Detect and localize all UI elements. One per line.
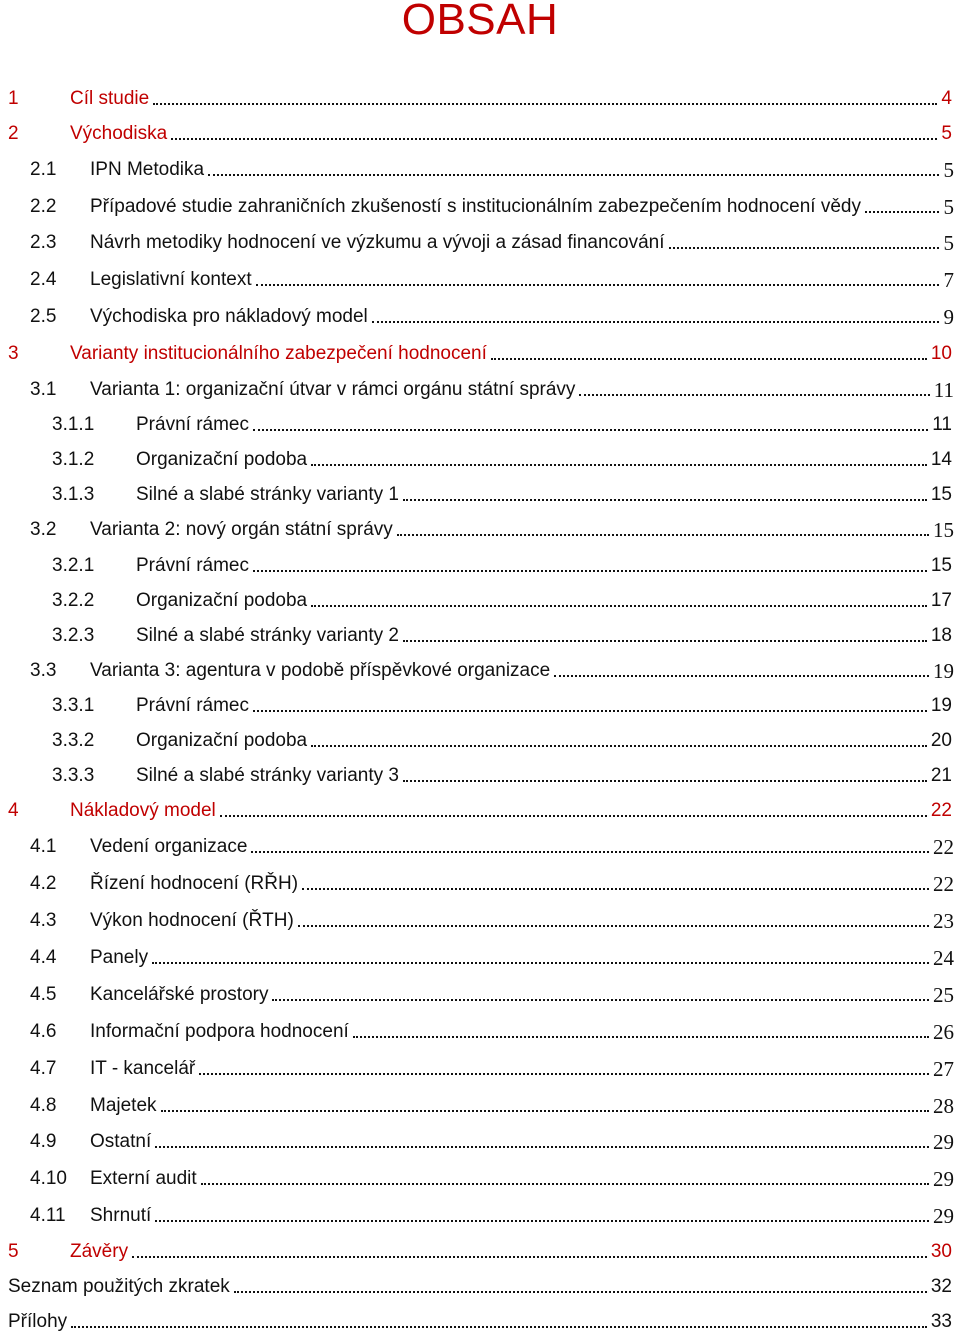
toc-dot-leader [199,1073,929,1075]
toc-entry-title: Legislativní kontext [90,266,254,294]
toc-entry[interactable] [0,85,960,113]
toc-entry-page: 11 [933,378,954,402]
toc-entry-number: 3.1.1 [52,414,95,435]
toc-entry-title: Silné a slabé stránky varianty 3 [136,762,401,790]
toc-entry[interactable] [0,981,960,1009]
toc-entry-title: Kancelářské prostory [90,981,270,1009]
toc-entry-title: Varianta 1: organizační útvar v rámci orgánu státní správy [90,376,577,404]
toc-entry-page: 32 [929,1273,952,1301]
toc-entry[interactable] [0,376,960,404]
toc-entry-number: 4.6 [30,1021,57,1042]
toc-entry[interactable] [0,657,960,685]
toc-entry[interactable] [0,120,960,148]
toc-entry-title: Silné a slabé stránky varianty 2 [136,622,401,650]
toc-entry-title: Externí audit [90,1165,199,1193]
toc-entry-number: 4.11 [30,1205,66,1226]
toc-entry-number: 3.3.3 [52,765,95,786]
toc-entry-page: 5 [943,231,954,255]
toc-entry[interactable] [0,870,960,898]
toc-entry[interactable] [0,516,960,544]
toc-dot-leader [865,211,939,213]
toc-entry-number: 4.2 [30,873,57,894]
toc-entry-number: 3.1 [30,379,57,400]
toc-dot-leader [253,570,927,572]
toc-entry[interactable] [0,692,960,720]
toc-entry[interactable] [0,797,960,825]
toc-entry-number: 1 [8,88,19,109]
toc-entry-page: 7 [943,268,954,292]
toc-entry-number: 2.4 [30,269,57,290]
toc-dot-leader [201,1183,929,1185]
toc-entry-page: 15 [933,518,954,542]
toc-entry-title: Vedení organizace [90,833,249,861]
toc-entry-page: 27 [933,1057,954,1081]
toc-entry-title: Organizační podoba [136,446,309,474]
toc-entry[interactable] [0,833,960,861]
toc-entry-page: 23 [933,909,954,933]
toc-entry[interactable] [0,481,960,509]
toc-entry[interactable] [0,622,960,650]
toc-entry-number: 3.2.1 [52,555,95,576]
toc-entry[interactable] [0,1308,960,1336]
toc-entry[interactable] [0,1238,960,1266]
toc-entry-page: 28 [933,1094,954,1118]
toc-entry-page: 4 [939,85,952,113]
toc-entry[interactable] [0,446,960,474]
toc-entry-page: 9 [943,305,954,329]
toc-entry-title: Panely [90,944,150,972]
toc-entry-number: 4.5 [30,984,57,1005]
toc-entry-title: Řízení hodnocení (RŘH) [90,870,300,898]
toc-entry-title: Varianta 3: agentura v podobě příspěvkové organizace [90,657,552,685]
toc-entry-page: 21 [929,762,952,790]
toc-dot-leader [302,888,929,890]
toc-entry-number: 3.1.2 [52,449,95,470]
toc-entry-title: Varianta 2: nový orgán státní správy [90,516,395,544]
toc-entry[interactable] [0,340,960,368]
toc-entry-title: Varianty institucionálního zabezpečení hodnocení [70,340,489,368]
toc-entry[interactable] [0,411,960,439]
toc-entry-title: Návrh metodiky hodnocení ve výzkumu a vývoji a zásad financování [90,229,667,257]
toc-entry-number: 4.7 [30,1058,57,1079]
toc-dot-leader [397,534,929,536]
toc-dot-leader [311,745,927,747]
toc-entry-page: 24 [933,946,954,970]
toc-dot-leader [311,605,927,607]
toc-dot-leader [153,103,937,105]
toc-entry-title: Právní rámec [136,552,251,580]
toc-dot-leader [491,358,927,360]
toc-dot-leader [579,394,930,396]
toc-entry-page: 11 [930,411,952,439]
toc-dot-leader [253,429,928,431]
toc-entry-number: 4.10 [30,1168,67,1189]
toc-entry-number: 3.3 [30,660,57,681]
toc-entry-number: 2 [8,123,19,144]
toc-entry-number: 2.1 [30,159,57,180]
toc-entry-number: 4.8 [30,1095,57,1116]
toc-dot-leader [251,851,929,853]
toc-entry-number: 4.1 [30,836,57,857]
toc-entry-number: 3 [8,343,19,364]
toc-entry[interactable] [0,303,960,331]
toc-dot-leader [554,675,929,677]
toc-entry-title: Závěry [70,1238,130,1266]
toc-entry-number: 3.2.2 [52,590,95,611]
toc-entry-page: 19 [933,659,954,683]
toc-entry[interactable] [0,1092,960,1120]
toc-entry-number: 2.5 [30,306,57,327]
toc-dot-leader [256,284,939,286]
toc-entry-number: 4.3 [30,910,57,931]
toc-entry-number: 3.3.1 [52,695,95,716]
toc-entry-page: 5 [943,158,954,182]
toc-dot-leader [152,962,929,964]
toc-dot-leader [208,174,939,176]
toc-dot-leader [403,780,927,782]
toc-dot-leader [669,247,939,249]
toc-dot-leader [71,1326,927,1328]
toc-dot-leader [132,1256,927,1258]
toc-entry[interactable] [0,762,960,790]
toc-entry[interactable] [0,944,960,972]
toc-entry-page: 33 [929,1308,952,1336]
toc-entry-page: 19 [929,692,952,720]
toc-entry-title: Informační podpora hodnocení [90,1018,351,1046]
toc-entry-page: 18 [929,622,952,650]
toc-entry-title: Výkon hodnocení (ŘTH) [90,907,296,935]
toc-entry-page: 5 [943,195,954,219]
toc-entry-title: Nákladový model [70,797,218,825]
toc-entry-page: 22 [933,872,954,896]
toc-entry-title: Východiska [70,120,169,148]
toc-entry-page: 22 [929,797,952,825]
toc-entry[interactable] [0,1202,960,1230]
toc-entry-page: 15 [929,481,952,509]
toc-entry-page: 29 [933,1130,954,1154]
toc-dot-leader [171,138,937,140]
toc-dot-leader [372,321,939,323]
toc-entry[interactable] [0,266,960,294]
toc-entry[interactable] [0,727,960,755]
toc-entry-number: 2.2 [30,196,57,217]
toc-entry-title: Právní rámec [136,411,251,439]
toc-dot-leader [311,464,927,466]
toc-dot-leader [403,640,927,642]
toc-dot-leader [220,815,927,817]
toc-entry-number: 4 [8,800,19,821]
toc-entry-title: Cíl studie [70,85,151,113]
toc-entry-page: 25 [933,983,954,1007]
toc-dot-leader [353,1036,929,1038]
toc-entry-title: Ostatní [90,1128,153,1156]
toc-entry-title: Silné a slabé stránky varianty 1 [136,481,401,509]
toc-entry-page: 30 [929,1238,952,1266]
toc-entry-page: 20 [929,727,952,755]
toc-entry-page: 10 [929,340,952,368]
page-title: OBSAH [401,0,559,44]
toc-entry[interactable] [0,1018,960,1046]
toc-dot-leader [161,1110,929,1112]
toc-entry[interactable] [0,587,960,615]
toc-entry-number: 3.3.2 [52,730,95,751]
toc-entry-number: 3.2.3 [52,625,95,646]
toc-entry-page: 5 [939,120,952,148]
toc-entry-title: Přílohy [8,1308,69,1336]
toc-entry[interactable] [0,193,960,221]
toc-entry[interactable] [0,1165,960,1193]
toc-entry-number: 2.3 [30,232,57,253]
toc-entry-title: Východiska pro nákladový model [90,303,370,331]
toc-entry[interactable] [0,552,960,580]
toc-entry-title: Seznam použitých zkratek [8,1273,232,1301]
toc-entry-page: 17 [929,587,952,615]
toc-entry-page: 15 [929,552,952,580]
toc-entry-page: 22 [933,835,954,859]
toc-entry-title: Majetek [90,1092,159,1120]
toc-entry-number: 3.2 [30,519,57,540]
toc-dot-leader [234,1291,927,1293]
toc-dot-leader [272,999,929,1001]
toc-entry-title: Případové studie zahraničních zkušeností s institucionálním zabezpečením hodnocení vědy [90,193,863,221]
toc-entry-title: IT - kancelář [90,1055,197,1083]
toc-dot-leader [155,1146,929,1148]
toc-entry[interactable] [0,229,960,257]
toc-dot-leader [253,710,927,712]
toc-dot-leader [403,499,927,501]
toc-entry[interactable] [0,1128,960,1156]
toc-entry-page: 26 [933,1020,954,1044]
toc-entry-page: 29 [933,1167,954,1191]
toc-entry-number: 4.9 [30,1131,57,1152]
toc-dot-leader [298,925,929,927]
toc-entry-number: 3.1.3 [52,484,95,505]
toc-entry-page: 14 [929,446,952,474]
toc-entry-title: IPN Metodika [90,156,206,184]
toc-entry-title: Organizační podoba [136,727,309,755]
toc-entry-number: 5 [8,1241,19,1262]
toc-entry[interactable] [0,1055,960,1083]
toc-entry-page: 29 [933,1204,954,1228]
toc-entry[interactable] [0,156,960,184]
toc-entry[interactable] [0,907,960,935]
toc-entry[interactable] [0,1273,960,1301]
toc-entry-title: Shrnutí [90,1202,153,1230]
toc-entry-number: 4.4 [30,947,57,968]
toc-entry-title: Právní rámec [136,692,251,720]
toc-entry-title: Organizační podoba [136,587,309,615]
toc-dot-leader [155,1220,929,1222]
